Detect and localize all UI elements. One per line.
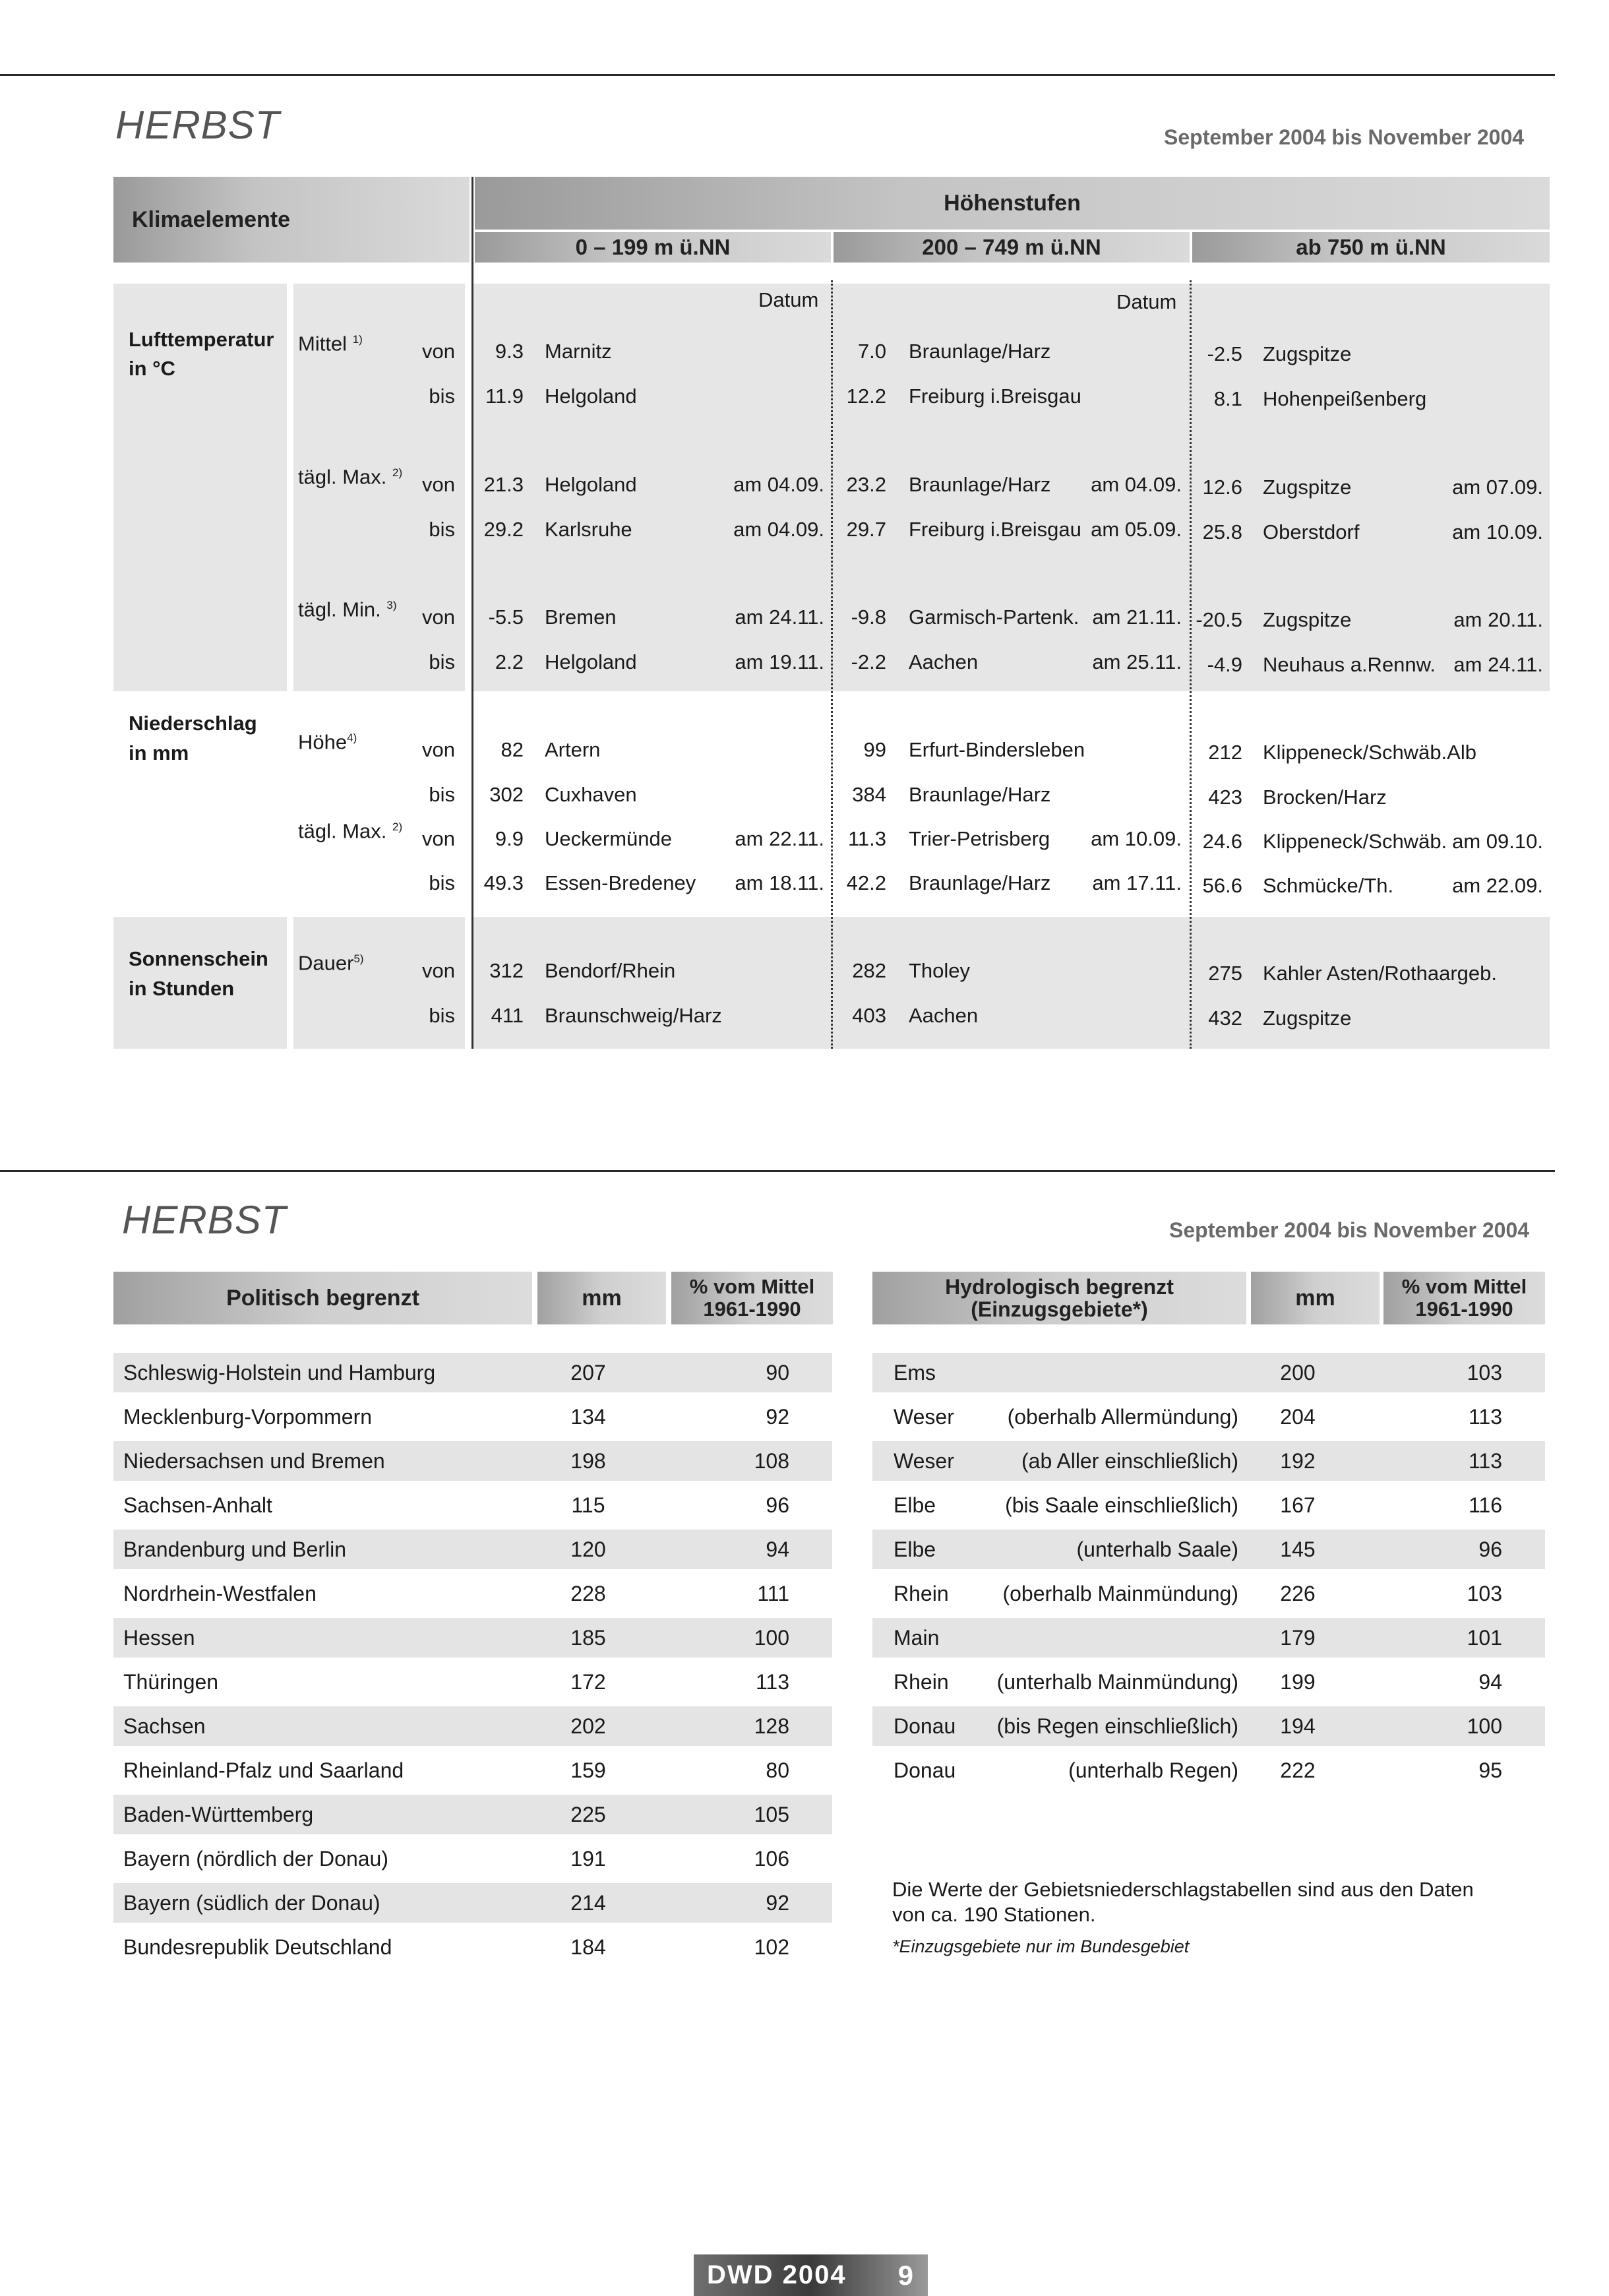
date-ab-750: am 10.09. <box>1452 520 1543 543</box>
group-lufttemperatur: Lufttemperatur <box>129 328 274 351</box>
region-name: Nordrhein-Westfalen <box>123 1582 317 1605</box>
station-200-749: Freiburg i.Breisgau <box>909 518 1081 541</box>
group-lufttemperatur-unit: in °C <box>129 357 175 380</box>
table-row <box>872 1751 1545 1790</box>
hydrologisch-header <box>872 1272 1246 1324</box>
value-200-749: 23.2 <box>846 473 886 496</box>
region-pct: 92 <box>766 1891 789 1915</box>
table-row <box>113 1353 832 1392</box>
river-qualifier: (bis Regen einschließlich) <box>996 1714 1238 1738</box>
value-0-199: 302 <box>489 783 524 806</box>
station-ab-750: Brocken/Harz <box>1263 786 1387 809</box>
region-mm: 198 <box>570 1449 606 1473</box>
table-row <box>113 1441 832 1481</box>
station-0-199: Cuxhaven <box>545 783 637 806</box>
bottom-rule <box>0 1170 1555 1172</box>
region-name: Rheinland-Pfalz und Saarland <box>123 1758 404 1782</box>
station-200-749: Freiburg i.Breisgau <box>909 385 1081 408</box>
footnote-3: 3) <box>386 599 397 611</box>
dotted-separator-1 <box>831 280 833 1049</box>
right-mm-header <box>1251 1272 1380 1324</box>
table-row <box>113 1574 832 1613</box>
region-pct: 94 <box>766 1537 789 1561</box>
station-0-199: Helgoland <box>545 473 637 496</box>
label-tmin <box>298 594 397 621</box>
station-200-749: Aachen <box>909 650 979 673</box>
river-qualifier: (oberhalb Mainmündung) <box>1002 1582 1238 1605</box>
river-mm: 194 <box>1280 1714 1316 1738</box>
left-mm-header <box>537 1272 666 1324</box>
label-tmax-text: tägl. Max. <box>298 465 387 489</box>
region-pct: 106 <box>754 1847 789 1871</box>
river-pct: 100 <box>1467 1714 1502 1738</box>
station-ab-750: Zugspitze <box>1263 608 1352 631</box>
value-0-199: 29.2 <box>483 518 524 541</box>
stufe-header-3 <box>1192 232 1550 263</box>
region-mm: 207 <box>570 1361 606 1384</box>
main-separator-line <box>471 177 473 1049</box>
region-pct: 90 <box>766 1361 789 1384</box>
station-200-749: Braunlage/Harz <box>909 871 1051 894</box>
station-0-199: Braunschweig/Harz <box>545 1004 722 1027</box>
region-pct: 102 <box>754 1935 789 1959</box>
region-pct: 100 <box>754 1626 789 1650</box>
station-200-749: Tholey <box>909 959 971 982</box>
value-200-749: 12.2 <box>846 385 886 408</box>
station-0-199: Ueckermünde <box>545 827 672 850</box>
station-200-749: Braunlage/Harz <box>909 783 1051 806</box>
river-mm: 199 <box>1280 1670 1316 1694</box>
bottom-period: September 2004 bis November 2004 <box>1169 1218 1530 1242</box>
table-row <box>113 1662 832 1702</box>
river-qualifier: (unterhalb Mainmündung) <box>996 1670 1238 1694</box>
river-name: Weser <box>894 1449 954 1473</box>
station-ab-750: Zugspitze <box>1263 476 1352 499</box>
date-ab-750: am 09.10. <box>1452 830 1543 853</box>
value-200-749: 7.0 <box>857 340 886 363</box>
river-name: Weser <box>894 1405 954 1429</box>
hydrologisch-label-1: Hydrologisch begrenzt <box>945 1275 1174 1299</box>
region-pct: 108 <box>754 1449 789 1473</box>
region-name: Sachsen-Anhalt <box>123 1493 272 1517</box>
label-hoehe-text: Höhe <box>298 730 348 754</box>
region-mm: 228 <box>570 1582 606 1605</box>
group-sonnenschein: Sonnenschein <box>129 947 268 970</box>
table-row <box>113 1751 832 1790</box>
left-pct-header <box>671 1272 833 1324</box>
von-label: von <box>422 827 455 850</box>
bis-label: bis <box>429 518 455 541</box>
station-0-199: Helgoland <box>545 650 637 673</box>
station-0-199: Bremen <box>545 605 617 629</box>
stufe-label-1: 0 – 199 m ü.NN <box>575 235 731 259</box>
stufe-label-3: ab 750 m ü.NN <box>1296 235 1446 259</box>
region-name: Mecklenburg-Vorpommern <box>123 1405 373 1429</box>
date-200-749: am 05.09. <box>1091 518 1182 541</box>
date-200-749: am 25.11. <box>1092 650 1182 673</box>
river-mm: 179 <box>1280 1626 1316 1650</box>
label-dauer-text: Dauer <box>298 951 354 975</box>
station-ab-750: Zugspitze <box>1263 1007 1352 1030</box>
von-label: von <box>422 959 455 982</box>
river-mm: 167 <box>1280 1493 1316 1517</box>
value-200-749: 99 <box>863 738 886 761</box>
region-mm: 134 <box>570 1405 606 1429</box>
river-pct: 95 <box>1478 1758 1502 1782</box>
region-name: Sachsen <box>123 1714 206 1738</box>
region-name: Hessen <box>123 1626 195 1650</box>
region-mm: 159 <box>570 1758 606 1782</box>
value-ab-750: 24.6 <box>1202 830 1242 853</box>
value-ab-750: -2.5 <box>1207 342 1242 365</box>
station-ab-750: Klippeneck/Schwäb. <box>1263 830 1447 853</box>
bis-label: bis <box>429 650 455 673</box>
top-period: September 2004 bis November 2004 <box>1164 125 1525 149</box>
river-pct: 113 <box>1468 1405 1502 1429</box>
von-label: von <box>422 738 455 761</box>
value-0-199: 312 <box>489 959 524 982</box>
region-pct: 80 <box>766 1758 789 1782</box>
left-mm-label: mm <box>582 1286 622 1311</box>
river-name: Elbe <box>894 1493 936 1517</box>
date-ab-750: am 24.11. <box>1453 653 1543 676</box>
value-0-199: 49.3 <box>483 871 524 894</box>
right-mm-label: mm <box>1295 1286 1335 1311</box>
table-row <box>113 1397 832 1437</box>
river-name: Donau <box>894 1758 956 1782</box>
value-ab-750: 8.1 <box>1213 387 1242 410</box>
table-row <box>113 1795 832 1834</box>
table-row <box>872 1706 1545 1746</box>
column-gap-2 <box>465 284 471 1049</box>
right-pct-label-1: % vom Mittel <box>1401 1275 1527 1298</box>
stufe-header-2 <box>834 232 1190 263</box>
table-row <box>872 1574 1545 1613</box>
value-ab-750: 423 <box>1208 786 1242 809</box>
politisch-label: Politisch begrenzt <box>226 1286 419 1311</box>
table-row <box>872 1485 1545 1525</box>
date-0-199: am 19.11. <box>735 650 824 673</box>
table-row <box>872 1662 1545 1702</box>
value-0-199: 9.9 <box>495 827 524 850</box>
river-mm: 192 <box>1280 1449 1316 1473</box>
dotted-separator-2 <box>1190 280 1192 1049</box>
station-0-199: Artern <box>545 738 601 761</box>
river-name: Donau <box>894 1714 956 1738</box>
value-200-749: 11.3 <box>847 827 886 850</box>
group-niederschlag: Niederschlag <box>129 712 257 735</box>
value-200-749: 403 <box>852 1004 886 1027</box>
date-ab-750: am 20.11. <box>1453 608 1543 631</box>
station-ab-750: Schmücke/Th. <box>1263 874 1394 897</box>
region-pct: 128 <box>754 1714 789 1738</box>
river-pct: 103 <box>1467 1582 1502 1605</box>
label-niedmax-text: tägl. Max. <box>298 819 387 843</box>
datum-label-2: Datum <box>1116 290 1177 313</box>
region-pct: 105 <box>754 1803 789 1826</box>
table-row <box>872 1353 1545 1392</box>
value-200-749: 42.2 <box>846 871 886 894</box>
value-ab-750: 275 <box>1208 962 1242 985</box>
top-rule <box>0 74 1555 76</box>
river-mm: 222 <box>1280 1758 1316 1782</box>
region-name: Thüringen <box>123 1670 219 1694</box>
table-row <box>113 1706 832 1746</box>
river-mm: 204 <box>1280 1405 1316 1429</box>
label-tmin-text: tägl. Min. <box>298 598 381 621</box>
note-line-1: Die Werte der Gebietsniederschlagstabellen sind aus den Daten <box>892 1878 1474 1901</box>
value-0-199: 11.9 <box>485 385 524 408</box>
top-title: HERBST <box>115 103 280 147</box>
region-mm: 115 <box>571 1493 605 1517</box>
left-pct-label-1: % vom Mittel <box>689 1275 815 1298</box>
region-name: Brandenburg und Berlin <box>123 1537 347 1561</box>
value-ab-750: 432 <box>1208 1007 1242 1030</box>
bis-label: bis <box>429 871 455 894</box>
station-200-749: Garmisch-Partenk. <box>909 605 1079 629</box>
von-label: von <box>422 473 455 496</box>
footnote-2b: 2) <box>392 821 403 833</box>
bis-label: bis <box>429 783 455 806</box>
river-mm: 226 <box>1280 1582 1316 1605</box>
station-ab-750: Zugspitze <box>1263 342 1352 365</box>
station-ab-750: Hohenpeißenberg <box>1263 387 1427 410</box>
von-label: von <box>422 340 455 363</box>
river-pct: 113 <box>1468 1449 1502 1473</box>
station-0-199: Essen-Bredeney <box>545 871 696 894</box>
value-ab-750: -20.5 <box>1196 608 1242 631</box>
value-0-199: -5.5 <box>488 605 524 629</box>
date-0-199: am 24.11. <box>735 605 824 629</box>
right-pct-header <box>1383 1272 1545 1324</box>
label-dauer <box>298 947 364 975</box>
river-qualifier: (ab Aller einschließlich) <box>1021 1449 1238 1473</box>
hydrologisch-label-2: (Einzugsgebiete*) <box>971 1297 1148 1321</box>
bis-label: bis <box>429 385 455 408</box>
region-name: Baden-Württemberg <box>123 1803 314 1826</box>
table-row <box>872 1441 1545 1481</box>
footer-page: 9 <box>897 2259 913 2291</box>
date-0-199: am 22.11. <box>735 827 824 850</box>
stufe-label-2: 200 – 749 m ü.NN <box>922 235 1101 259</box>
value-ab-750: 56.6 <box>1202 874 1242 897</box>
region-mm: 184 <box>570 1935 606 1959</box>
value-200-749: 282 <box>852 959 886 982</box>
note-footnote: *Einzugsgebiete nur im Bundesgebiet <box>892 1937 1190 1956</box>
value-0-199: 82 <box>501 738 524 761</box>
river-name: Elbe <box>894 1537 936 1561</box>
note-line-2: von ca. 190 Stationen. <box>892 1903 1096 1926</box>
region-mm: 225 <box>570 1803 606 1826</box>
table-row <box>113 1485 832 1525</box>
river-qualifier: (oberhalb Allermündung) <box>1007 1405 1238 1429</box>
date-ab-750: am 07.09. <box>1452 476 1543 499</box>
table-row <box>113 1530 832 1569</box>
table-row <box>113 1618 832 1658</box>
station-200-749: Braunlage/Harz <box>909 340 1051 363</box>
river-pct: 101 <box>1467 1626 1502 1650</box>
region-name: Bayern (nördlich der Donau) <box>123 1847 388 1871</box>
value-200-749: -9.8 <box>851 605 886 629</box>
value-ab-750: 25.8 <box>1202 520 1242 543</box>
river-name: Main <box>894 1626 940 1650</box>
station-200-749: Erfurt-Bindersleben <box>909 738 1085 761</box>
station-200-749: Trier-Petrisberg <box>909 827 1050 850</box>
label-mittel <box>298 328 363 356</box>
river-name: Rhein <box>894 1582 949 1605</box>
hoehenstufen-label: Höhenstufen <box>944 190 1081 216</box>
value-200-749: 29.7 <box>846 518 886 541</box>
stufe-header-1 <box>475 232 831 263</box>
station-200-749: Aachen <box>909 1004 979 1027</box>
station-200-749: Braunlage/Harz <box>909 473 1051 496</box>
klimaelemente-header <box>113 177 470 263</box>
region-name: Bayern (südlich der Donau) <box>123 1891 380 1915</box>
value-0-199: 411 <box>491 1004 524 1027</box>
river-name: Rhein <box>894 1670 949 1694</box>
value-200-749: 384 <box>852 783 886 806</box>
value-ab-750: 212 <box>1208 741 1242 764</box>
region-mm: 191 <box>570 1847 606 1871</box>
date-0-199: am 04.09. <box>733 473 824 496</box>
date-200-749: am 17.11. <box>1092 871 1182 894</box>
datum-label-1: Datum <box>758 288 819 311</box>
date-0-199: am 04.09. <box>733 518 824 541</box>
region-pct: 113 <box>755 1670 789 1694</box>
region-pct: 96 <box>766 1493 789 1517</box>
station-ab-750: Oberstdorf <box>1263 520 1360 543</box>
station-0-199: Helgoland <box>545 385 637 408</box>
footnote-4: 4) <box>347 731 357 744</box>
group-niederschlag-unit: in mm <box>129 741 189 764</box>
region-name: Niedersachsen und Bremen <box>123 1449 385 1473</box>
river-pct: 94 <box>1478 1670 1502 1694</box>
value-ab-750: -4.9 <box>1207 653 1242 676</box>
table-row <box>113 1839 832 1878</box>
region-mm: 120 <box>570 1537 606 1561</box>
table-row <box>113 1883 832 1923</box>
footnote-5: 5) <box>353 952 364 965</box>
label-hoehe <box>298 726 357 754</box>
value-200-749: -2.2 <box>851 650 886 673</box>
politisch-header <box>113 1272 532 1324</box>
table-row <box>872 1530 1545 1569</box>
left-pct-label-2: 1961-1990 <box>703 1297 801 1320</box>
station-0-199: Bendorf/Rhein <box>545 959 676 982</box>
region-mm: 214 <box>570 1891 606 1915</box>
footer-label: DWD 2004 <box>707 2260 847 2289</box>
group-sonnenschein-unit: in Stunden <box>129 977 235 1000</box>
label-mittel-text: Mittel <box>298 332 348 356</box>
date-200-749: am 10.09. <box>1091 827 1182 850</box>
date-200-749: am 21.11. <box>1092 605 1182 629</box>
region-name: Schleswig-Holstein und Hamburg <box>123 1361 436 1384</box>
footer-badge <box>694 2254 928 2296</box>
river-name: Ems <box>894 1361 936 1384</box>
river-mm: 145 <box>1280 1537 1316 1561</box>
table-row <box>872 1397 1545 1437</box>
river-qualifier: (unterhalb Regen) <box>1068 1758 1238 1782</box>
right-pct-label-2: 1961-1990 <box>1415 1297 1513 1320</box>
region-pct: 92 <box>766 1405 789 1429</box>
station-ab-750: Neuhaus a.Rennw. <box>1263 653 1436 676</box>
river-pct: 116 <box>1468 1493 1502 1517</box>
bis-label: bis <box>429 1004 455 1027</box>
value-0-199: 9.3 <box>495 340 524 363</box>
von-label: von <box>422 605 455 629</box>
hoehenstufen-header <box>475 177 1550 230</box>
region-mm: 172 <box>570 1670 606 1694</box>
column-gap-1 <box>287 284 293 1049</box>
date-0-199: am 18.11. <box>735 871 824 894</box>
river-qualifier: (bis Saale einschließlich) <box>1005 1493 1238 1517</box>
station-0-199: Marnitz <box>545 340 612 363</box>
station-0-199: Karlsruhe <box>545 518 632 541</box>
river-qualifier: (unterhalb Saale) <box>1076 1537 1238 1561</box>
bottom-title: HERBST <box>122 1198 287 1242</box>
region-mm: 202 <box>570 1714 606 1738</box>
klimaelemente-label: Klimaelemente <box>132 206 290 232</box>
table-row <box>113 1927 832 1967</box>
table-row <box>872 1618 1545 1658</box>
river-pct: 96 <box>1478 1537 1502 1561</box>
value-0-199: 21.3 <box>483 473 524 496</box>
date-ab-750: am 22.09. <box>1452 874 1543 897</box>
station-ab-750: Kahler Asten/Rothaargeb. <box>1263 962 1498 985</box>
footnote-2: 2) <box>392 466 403 479</box>
station-ab-750: Klippeneck/Schwäb.Alb <box>1263 741 1476 764</box>
value-ab-750: 12.6 <box>1202 476 1242 499</box>
region-name: Bundesrepublik Deutschland <box>123 1935 392 1959</box>
date-200-749: am 04.09. <box>1091 473 1182 496</box>
footnote-1: 1) <box>352 333 363 346</box>
value-0-199: 2.2 <box>495 650 524 673</box>
region-mm: 185 <box>570 1626 606 1650</box>
river-mm: 200 <box>1280 1361 1316 1384</box>
river-pct: 103 <box>1467 1361 1502 1384</box>
region-pct: 111 <box>757 1582 789 1605</box>
